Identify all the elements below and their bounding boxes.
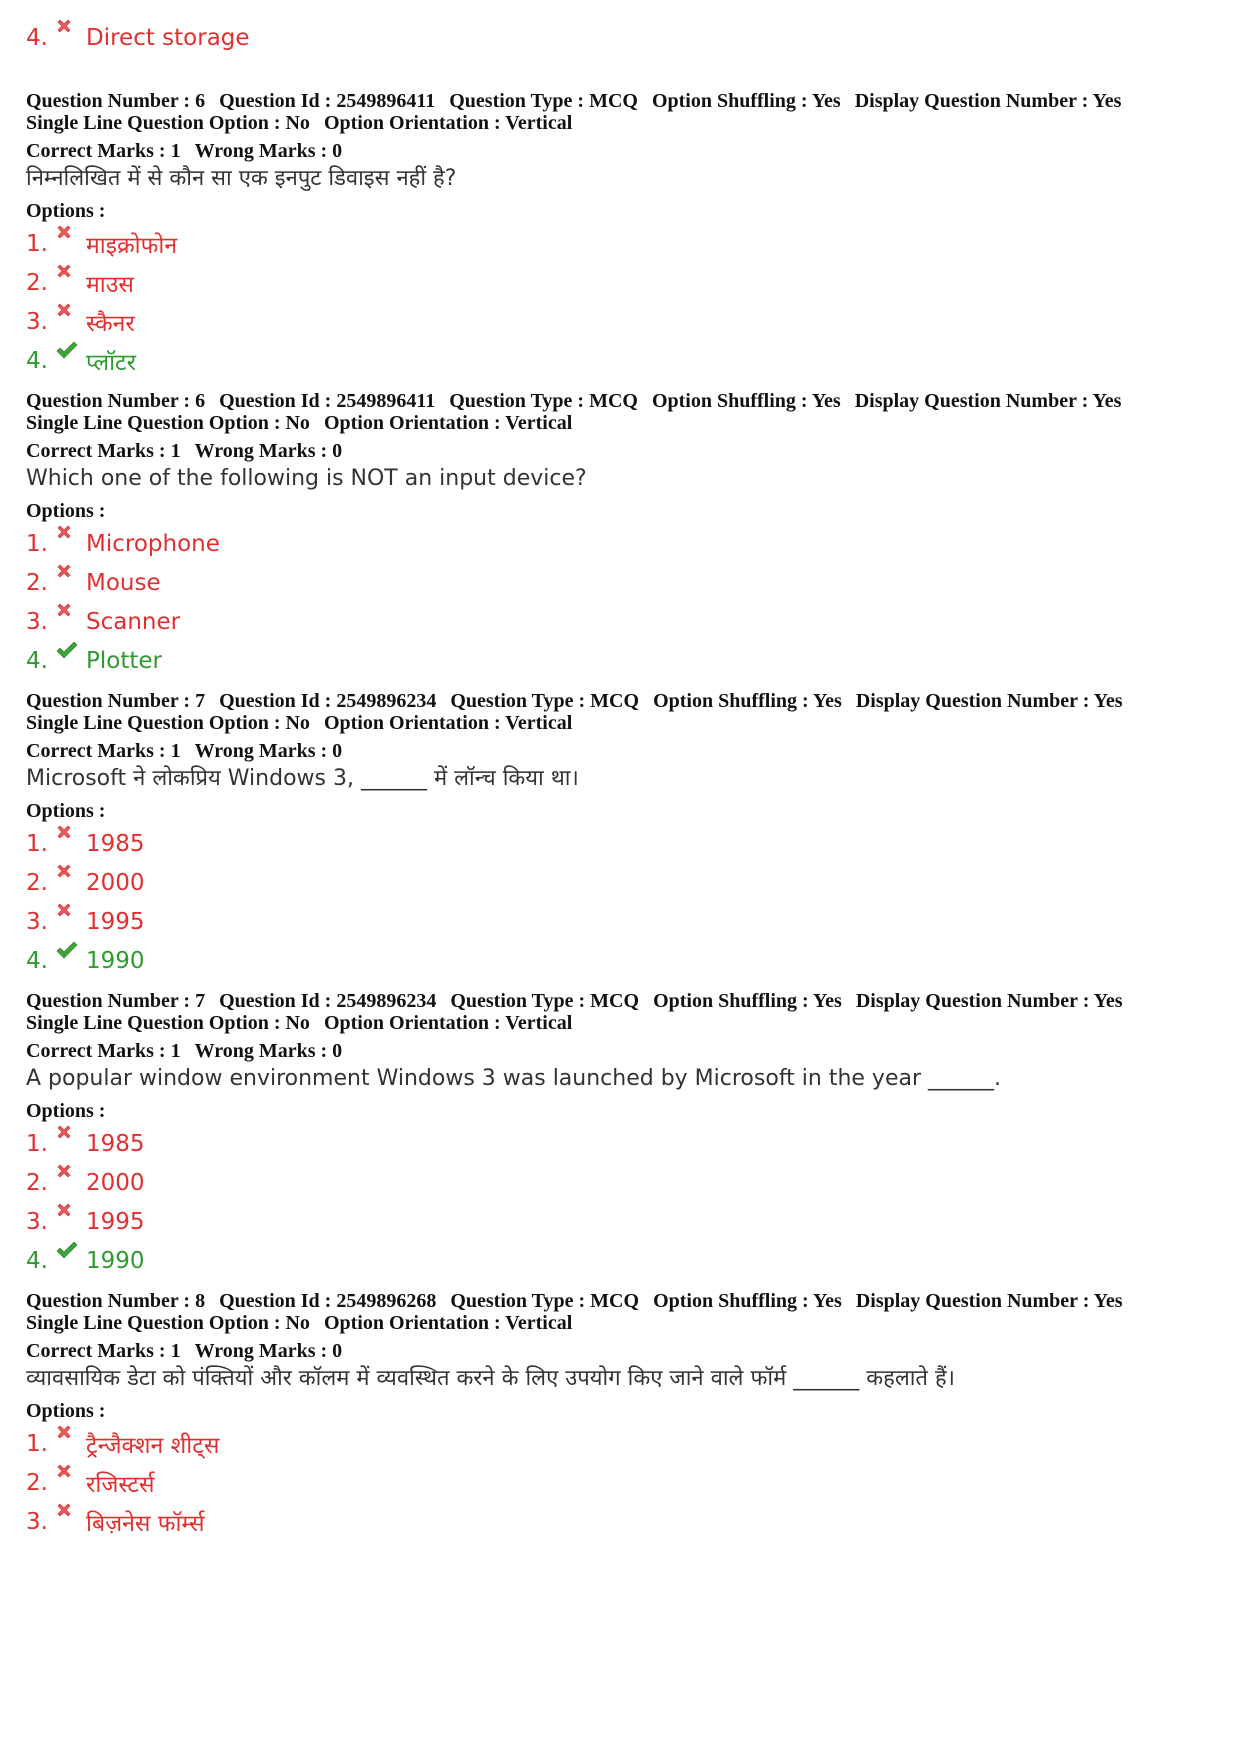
- option-item: [26, 567, 1216, 599]
- option-item: [26, 22, 250, 54]
- option-item: [26, 267, 1216, 299]
- option-number: 2.: [26, 870, 48, 896]
- meta-display-num: Display Question Number : Yes: [855, 690, 1123, 712]
- option-item: [26, 1206, 1216, 1238]
- question-text: व्यावसायिक डेटा को पंक्तियों और कॉलम में व्यवस्थित करने के लिए उपयोग किए जाने वाले फॉर्म ______ कहलाते हैं।: [26, 1366, 955, 1391]
- meta-single-line: Single Line Question Option : No: [26, 1012, 310, 1034]
- meta-shuffling: Option Shuffling : Yes: [653, 990, 842, 1012]
- meta-q-type: Question Type : MCQ: [450, 690, 640, 712]
- meta-line-2: [26, 1012, 1216, 1034]
- option-number: 3.: [26, 909, 48, 935]
- option-text: Scanner: [86, 609, 181, 635]
- meta-q-number: Question Number : 8: [26, 1290, 206, 1312]
- cross-icon: [56, 563, 84, 591]
- question-meta: [26, 690, 1216, 734]
- option-number: 3.: [26, 1509, 48, 1535]
- marks-line: [26, 440, 1216, 462]
- option-number: 1.: [26, 831, 48, 857]
- option-item: [26, 1128, 1216, 1160]
- question-meta: [26, 990, 1216, 1034]
- option-number: 4.: [26, 348, 48, 374]
- option-text: Microphone: [86, 531, 220, 557]
- option-number: 4.: [26, 948, 48, 974]
- meta-q-type: Question Type : MCQ: [449, 90, 638, 112]
- meta-display-num: Display Question Number : Yes: [855, 990, 1123, 1012]
- meta-q-type: Question Type : MCQ: [449, 390, 638, 412]
- option-item: [26, 906, 1216, 938]
- option-number: 4.: [26, 25, 48, 51]
- correct-marks: Correct Marks : 1: [26, 1040, 181, 1062]
- meta-q-type: Question Type : MCQ: [450, 990, 640, 1012]
- marks-line: [26, 140, 1216, 162]
- meta-orientation: Option Orientation : Vertical: [323, 1312, 573, 1334]
- option-text: 1990: [86, 948, 145, 974]
- option-text: प्लॉटर: [86, 350, 137, 376]
- question-text: A popular window environment Windows 3 was launched by Microsoft in the year ______.: [26, 1066, 1002, 1091]
- question-meta: [26, 90, 1216, 134]
- check-icon: [56, 941, 84, 969]
- option-number: 4.: [26, 648, 48, 674]
- option-item: [26, 867, 1216, 899]
- meta-shuffling: Option Shuffling : Yes: [651, 390, 841, 412]
- question-meta: [26, 1290, 1216, 1334]
- meta-shuffling: Option Shuffling : Yes: [651, 90, 841, 112]
- cross-icon: [56, 263, 84, 291]
- meta-shuffling: Option Shuffling : Yes: [653, 690, 842, 712]
- wrong-marks: Wrong Marks : 0: [194, 140, 343, 162]
- options-label: Options :: [26, 500, 106, 522]
- option-text: Plotter: [86, 648, 162, 674]
- meta-display-num: Display Question Number : Yes: [855, 1290, 1123, 1312]
- cross-icon: [56, 1124, 84, 1152]
- question-meta: [26, 390, 1216, 434]
- cross-icon: [56, 302, 84, 330]
- meta-display-num: Display Question Number : Yes: [854, 390, 1122, 412]
- marks-line: [26, 740, 1216, 762]
- question-block: [26, 990, 1216, 1284]
- cross-icon: [56, 602, 84, 630]
- option-item: [26, 528, 1216, 560]
- option-item: [26, 1245, 1216, 1277]
- option-number: 4.: [26, 1248, 48, 1274]
- cross-icon: [56, 18, 84, 46]
- meta-line-1: [26, 90, 1216, 112]
- marks-line: [26, 1340, 1216, 1362]
- option-item: [26, 945, 1216, 977]
- option-number: 2.: [26, 1470, 48, 1496]
- option-text: स्कैनर: [86, 311, 135, 337]
- option-text: 1985: [86, 1131, 145, 1157]
- options-list: [26, 828, 1216, 977]
- meta-single-line: Single Line Question Option : No: [26, 412, 310, 434]
- correct-marks: Correct Marks : 1: [26, 140, 181, 162]
- meta-q-id: Question Id : 2549896411: [219, 390, 436, 412]
- meta-shuffling: Option Shuffling : Yes: [653, 1290, 842, 1312]
- option-text: 2000: [86, 1170, 145, 1196]
- meta-single-line: Single Line Question Option : No: [26, 112, 310, 134]
- meta-q-number: Question Number : 7: [26, 990, 206, 1012]
- meta-q-id: Question Id : 2549896411: [219, 90, 436, 112]
- meta-line-2: [26, 112, 1216, 134]
- option-item: [26, 306, 1216, 338]
- option-number: 3.: [26, 1209, 48, 1235]
- question-block: [26, 690, 1216, 984]
- option-text: 1995: [86, 1209, 145, 1235]
- option-item: [26, 828, 1216, 860]
- cross-icon: [56, 1202, 84, 1230]
- meta-line-2: [26, 712, 1216, 734]
- question-block: [26, 390, 1216, 684]
- option-number: 1.: [26, 1431, 48, 1457]
- correct-marks: Correct Marks : 1: [26, 440, 181, 462]
- meta-q-number: Question Number : 6: [26, 390, 206, 412]
- check-icon: [56, 341, 84, 369]
- cross-icon: [56, 824, 84, 852]
- option-text: ट्रैन्जैक्शन शीट्स: [86, 1433, 220, 1459]
- wrong-marks: Wrong Marks : 0: [194, 740, 343, 762]
- option-number: 1.: [26, 231, 48, 257]
- meta-single-line: Single Line Question Option : No: [26, 712, 310, 734]
- option-text: माइक्रोफोन: [86, 233, 178, 259]
- option-item: [26, 645, 1216, 677]
- option-number: 1.: [26, 531, 48, 557]
- meta-orientation: Option Orientation : Vertical: [323, 712, 573, 734]
- meta-display-num: Display Question Number : Yes: [854, 90, 1122, 112]
- option-item: [26, 1428, 1216, 1460]
- cross-icon: [56, 224, 84, 252]
- cross-icon: [56, 1424, 84, 1452]
- meta-orientation: Option Orientation : Vertical: [323, 1012, 573, 1034]
- marks-line: [26, 1040, 1216, 1062]
- correct-marks: Correct Marks : 1: [26, 1340, 181, 1362]
- question-text: निम्नलिखित में से कौन सा एक इनपुट डिवाइस नहीं है?: [26, 166, 457, 191]
- option-item: [26, 345, 1216, 377]
- option-text: बिज़नेस फॉर्म्स: [86, 1511, 205, 1537]
- meta-q-id: Question Id : 2549896268: [219, 1290, 437, 1312]
- meta-line-2: [26, 412, 1216, 434]
- wrong-marks: Wrong Marks : 0: [194, 440, 343, 462]
- question-block: [26, 90, 1216, 384]
- check-icon: [56, 641, 84, 669]
- option-number: 3.: [26, 309, 48, 335]
- options-list: [26, 228, 1216, 377]
- question-block: [26, 1290, 1216, 1545]
- option-number: 3.: [26, 609, 48, 635]
- option-number: 2.: [26, 1170, 48, 1196]
- question-text: Microsoft ने लोकप्रिय Windows 3, ______ में लॉन्च किया था।: [26, 766, 579, 791]
- cross-icon: [56, 902, 84, 930]
- options-label: Options :: [26, 200, 106, 222]
- options-label: Options :: [26, 1100, 106, 1122]
- option-item: [26, 606, 1216, 638]
- option-text: रजिस्टर्स: [86, 1472, 155, 1498]
- meta-line-1: [26, 690, 1216, 712]
- option-text: माउस: [86, 272, 134, 298]
- options-label: Options :: [26, 1400, 106, 1422]
- option-text: 1990: [86, 1248, 145, 1274]
- wrong-marks: Wrong Marks : 0: [194, 1340, 343, 1362]
- option-number: 2.: [26, 570, 48, 596]
- meta-line-1: [26, 390, 1216, 412]
- meta-single-line: Single Line Question Option : No: [26, 1312, 310, 1334]
- options-list: [26, 528, 1216, 677]
- cross-icon: [56, 524, 84, 552]
- meta-q-type: Question Type : MCQ: [450, 1290, 640, 1312]
- cross-icon: [56, 1463, 84, 1491]
- meta-orientation: Option Orientation : Vertical: [323, 112, 573, 134]
- cross-icon: [56, 1163, 84, 1191]
- option-text: 1995: [86, 909, 145, 935]
- cross-icon: [56, 1502, 84, 1530]
- options-label: Options :: [26, 800, 106, 822]
- options-list: [26, 1128, 1216, 1277]
- check-icon: [56, 1241, 84, 1269]
- meta-line-2: [26, 1312, 1216, 1334]
- option-text: Mouse: [86, 570, 161, 596]
- meta-q-id: Question Id : 2549896234: [219, 990, 437, 1012]
- option-number: 2.: [26, 270, 48, 296]
- cross-icon: [56, 863, 84, 891]
- option-item: [26, 228, 1216, 260]
- option-text: Direct storage: [86, 25, 250, 51]
- meta-line-1: [26, 990, 1216, 1012]
- option-item: [26, 1467, 1216, 1499]
- meta-q-number: Question Number : 6: [26, 90, 206, 112]
- options-list: [26, 1428, 1216, 1538]
- question-text: Which one of the following is NOT an input device?: [26, 466, 587, 491]
- meta-orientation: Option Orientation : Vertical: [323, 412, 573, 434]
- option-text: 2000: [86, 870, 145, 896]
- wrong-marks: Wrong Marks : 0: [194, 1040, 343, 1062]
- meta-q-id: Question Id : 2549896234: [219, 690, 437, 712]
- correct-marks: Correct Marks : 1: [26, 740, 181, 762]
- option-number: 1.: [26, 1131, 48, 1157]
- option-item: [26, 1167, 1216, 1199]
- option-text: 1985: [86, 831, 145, 857]
- option-item: [26, 1506, 1216, 1538]
- meta-line-1: [26, 1290, 1216, 1312]
- meta-q-number: Question Number : 7: [26, 690, 206, 712]
